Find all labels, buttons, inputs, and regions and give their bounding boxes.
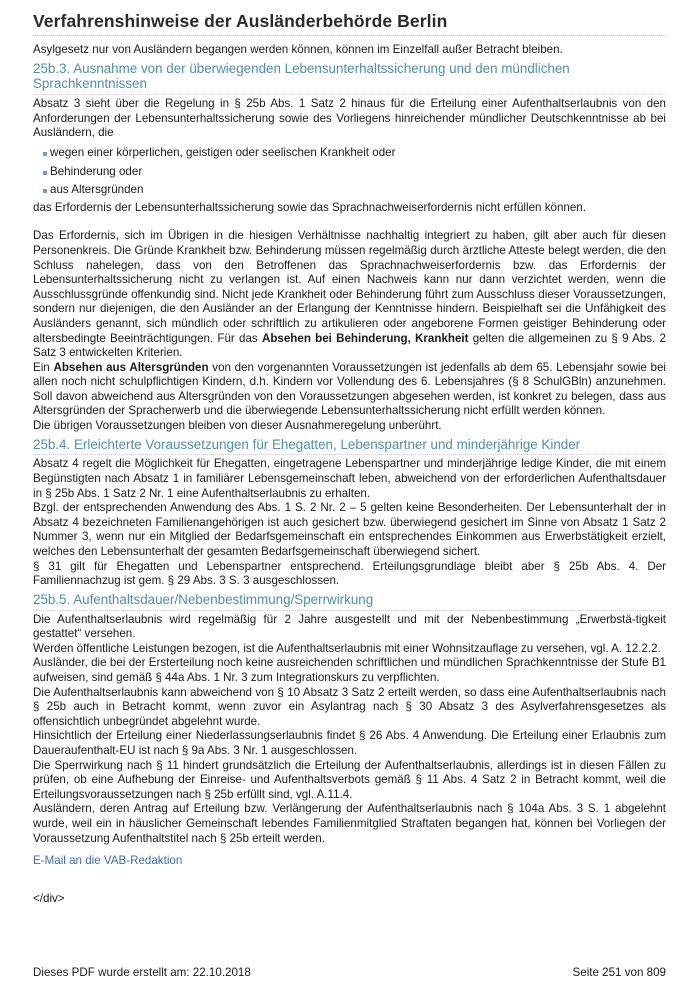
paragraph: Werden öffentliche Leistungen bezogen, ist die Aufenthaltserlaubnis mit einer Wohnsitzauflage zu versehen, vgl. A. 12.2.2. [33,641,661,655]
paragraph-text: Das Erfordernis, sich im Übrigen in die hiesigen Verhältnisse nachhaltig integriert zu haben, gilt aber auch für diesen Personenkreis. Die Gründe Krankheit bzw. Behinderung müssen regelmäßig durch ärztliche Atteste belegt werden, die den Schluss nahelegen, dass von den Betroffenen das Sprachnachweiserfordernis bzw. das Erfordernis der Lebensunterhaltssicherung nicht zu verlangen ist. Auf einen Nachweis kann nur dann verzichtet werden, wenn die Ausschlussgründe offenkundig sind. Nicht jede Krankheit oder Behinderung führt zum Ausschluss dieser Voraussetzungen, sondern nur diejenigen, die den Ausländer an der Erlangung der Kenntnisse hindern. Beispielhaft sei die Unfähigkeit des Ausländers genannt, sich mündlich oder schriftlich zu artikulieren oder angeborene Formen geistiger Behinderung oder altersbedingte Beeinträchtigungen. Für das [33,229,666,345]
intro-paragraph: Asylgesetz nur von Ausländern begangen werden können, können im Einzelfall außer Betracht bleiben. [33,43,563,56]
paragraph: Die übrigen Voraussetzungen bleiben von dieser Ausnahmeregelung unberührt. [33,419,442,433]
list-item: wegen einer körperlichen, geistigen oder seelischen Krankheit oder [43,144,666,163]
paragraph: Bzgl. der entsprechenden Anwendung des Abs. 1 S. 2 Nr. 2 – 5 gelten keine Besonderheiten. Der Lebensunterhalt der in Absatz 4 bezeichneten Familienangehörigen ist auch gesichert bzw. überwiegend gesichert im Sinne von Absatz 1 Satz 2 Nummer 3, wenn nur ein Mitglied der Bedarfsgemeinschaft ein entsprechendes Einkommen aus Erwerbstätigkeit erzielt, welches den Lebensunterhalt der gesamten Bedarfsgemeinschaft überwiegend sichert. [33,501,666,559]
section-heading-25b5: 25b.5. Aufenthaltsdauer/Nebenbestimmung/Sperrwirkung [33,592,666,611]
paragraph [33,361,666,419]
section-heading-25b3: 25b.3. Ausnahme von der überwiegenden Lebensunterhaltssicherung und den mündlichen Sprachkenntnissen [33,61,666,96]
bold-text: Absehen bei Behinderung, Krankheit [261,331,469,345]
paragraph: Die Sperrwirkung nach § 11 hindert grundsätzlich die Erteilung der Aufenthaltserlaubnis, allerdings ist in diesen Fällen zu prüfen, ob eine Aufhebung der Einreise- und Aufenthaltsverbots gemäß § 11 Abs. 4 Satz 2 in Betracht kommt, weil die Erteilungsvoraussetzungen nach § 25b erfüllt sind, vgl. A.11.4. [33,758,666,801]
list-item: aus Altersgründen [43,181,666,200]
paragraph: das Erfordernis der Lebensunterhaltssicherung sowie das Sprachnachweiserfordernis nicht erfüllen können. [33,200,586,214]
paragraph: § 31 gilt für Ehegatten und Lebenspartner entsprechend. Erteilungsgrundlage bleibt aber § 25b Abs. 4. Der Familiennachzug ist gem. § 29 Abs. 3 S. 3 ausgeschlossen. [33,559,666,588]
paragraph: Die Aufenthaltserlaubnis kann abweichend von § 10 Absatz 3 Satz 2 erteilt werden, so dass eine Aufenthaltserlaubnis nach § 25b auch in Betracht kommt, wenn zuvor ein Asylantrag nach § 30 Absatz 3 des Asylverfahrensgesetzes als offensichtlich unbegründet abgelehnt wurde. [33,685,666,728]
page-title: Verfahrenshinweise der Ausländerbehörde Berlin [33,11,666,36]
paragraph: Ausländern, deren Antrag auf Erteilung bzw. Verlängerung der Aufenthaltserlaubnis nach § 104a Abs. 3 S. 1 abgelehnt wurde, weil ein in häuslicher Gemeinschaft lebendes Familienmitglied Straftaten begangen hat, können bei Vorliegen der Voraussetzung Aufenthaltstitel nach § 25b erteilt werden. [33,802,666,845]
paragraph: Die Aufenthaltserlaubnis wird regelmäßig für 2 Jahre ausgestellt und mit der Nebenbestimmung „Erwerbstä-tigkeit gestattet“ versehen. [33,612,666,641]
paragraph: Absatz 4 regelt die Möglichkeit für Ehegatten, eingetragene Lebenspartner und minderjährige ledige Kinder, die mit einem Begünstigten nach Absatz 1 in familiärer Lebensgemeinschaft leben, abweichend von der erforderlichen Aufenthaltsdauer in § 25b Abs. 1 Satz 2 Nr. 1 eine Aufenthaltserlaubnis zu erhalten. [33,457,666,500]
paragraph-text: Ein [33,360,54,374]
footer-page-number: Seite 251 von 809 [572,966,666,979]
paragraph [33,229,666,360]
bold-text: Absehen aus Altersgründen [53,360,209,374]
paragraph-text: gelten die allgemeinen zu § 9 Abs. 2 Satz 3 entwickelten Kriterien. [33,331,666,360]
paragraph: Absatz 3 sieht über die Regelung in § 25b Abs. 1 Satz 2 hinaus für die Erteilung einer Aufenthaltserlaubnis von den Anforderungen der Lebensunterhaltssicherung sowie des Vorliegens hinreichender mündlicher Deutschkenntnisse ab bei Ausländern, die [33,97,666,140]
list-item: Behinderung oder [43,163,666,182]
paragraph: Hinsichtlich der Erteilung einer Niederlassungserlaubnis findet § 26 Abs. 4 Anwendung. Die Erteilung einer Erlaubnis zum Daueraufenthalt-EU ist nach § 9a Abs. 3 Nr. 1 ausgeschlossen. [33,729,666,757]
bullet-list [33,144,666,200]
paragraph: Ausländer, die bei der Ersterteilung noch keine ausreichenden schriftlichen und mündlichen Sprachkenntnisse der Stufe B1 aufweisen, sind gemäß § 44a Abs. 1 Nr. 3 zum Integrationskurs zu verpflichten. [33,656,666,684]
footer-created-date: Dieses PDF wurde erstellt am: 22.10.2018 [33,966,251,979]
closing-tag-text: </div> [33,892,65,906]
section-heading-25b4: 25b.4. Erleichterte Voraussetzungen für Ehegatten, Lebenspartner und minderjährige Kinder [33,437,666,456]
paragraph-text: von den vorgenannten Voraussetzungen ist jedenfalls ab dem 65. Lebensjahr sowie bei allen noch nicht schulpflichtigen Kindern, d.h. Kindern vor Vollendung des 6. Lebensjahres (§ 8 SchulGBln) anzunehmen. Soll davon abweichend aus Altersgründen von den Voraussetzungen abgesehen werden, ist konkret zu belegen, dass aus Altersgründen der Spracherwerb und die überwiegende Lebensunterhaltssicherung nicht erfüllt werden können. [33,360,667,418]
document-page [33,11,666,905]
email-editorial-link[interactable]: E-Mail an die VAB-Redaktion [33,854,183,868]
